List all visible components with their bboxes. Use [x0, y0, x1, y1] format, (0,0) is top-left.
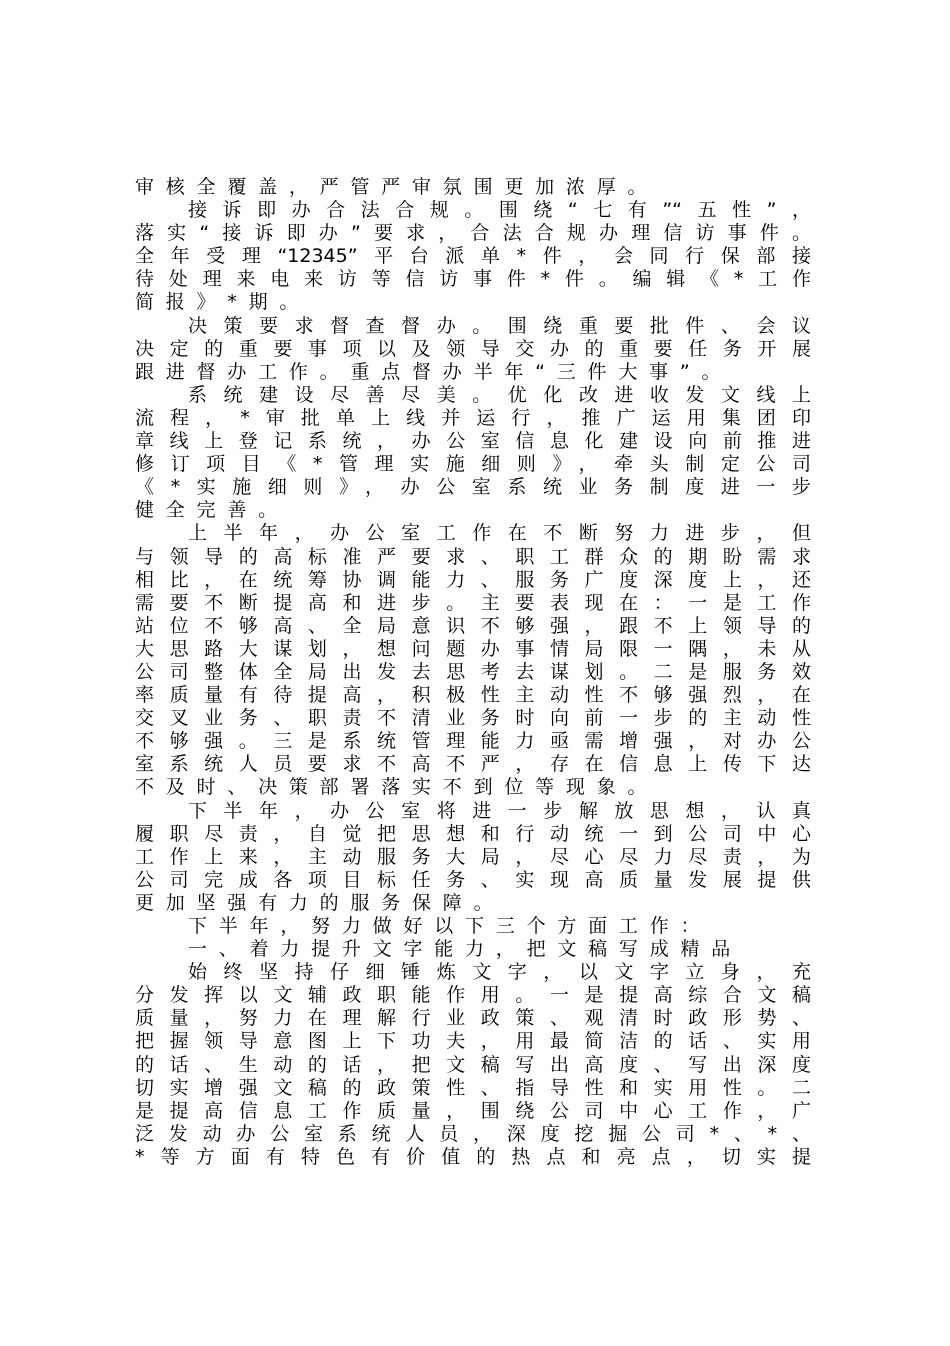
text-line: 与领导的高标准严要求、职工群众的期盼需求 — [135, 545, 811, 568]
text-line: 需要不断提高和进步。主要表现在：一是工作 — [135, 591, 811, 614]
text-line: 切实增强文稿的政策性、指导性和实用性。二 — [135, 1076, 811, 1099]
text-line: 决定的重要事项以及领导交办的重要任务开展 — [135, 337, 811, 360]
text-line: 全年受理“12345”平台派单*件，会同行保部接 — [135, 245, 811, 268]
text-line: 落实“接诉即办”要求，合法合规办理信访事件。 — [135, 222, 811, 245]
text-line: 系统建设尽善尽美。优化改进收发文线上 — [188, 383, 811, 406]
text-line: 章线上登记系统，办公室信息化建设向前推进 — [135, 430, 811, 453]
text-line: 修订项目《*管理实施细则》，牵头制定公司 — [135, 453, 811, 476]
text-line: 不够强。三是系统管理能力亟需增强，对办公 — [135, 730, 811, 753]
text-line: 《*实施细则》，办公室系统业务制度进一步 — [135, 476, 811, 499]
text-line: 跟进督办工作。重点督办半年“三件大事”。 — [135, 360, 733, 383]
text-line: 简报》*期。 — [135, 291, 311, 314]
text-line: 审核全覆盖，严管严审氛围更加浓厚。 — [135, 176, 659, 198]
text-line: 流程，*审批单上线并运行，推广运用集团印 — [135, 406, 811, 429]
text-line: 公司整体全局出发去思考去谋划。二是服务效 — [135, 660, 811, 683]
text-line: *等方面有特色有价值的热点和亮点，切实提 — [135, 1145, 811, 1168]
text-line: 健全完善。 — [135, 499, 289, 522]
text-line: 始终坚持仔细锤炼文字，以文字立身，充 — [188, 961, 811, 984]
text-line: 分发挥以文辅政职能作用。一是提高综合文稿 — [135, 984, 811, 1007]
text-line: 室系统人员要求不高不严，存在信息上传下达 — [135, 753, 811, 776]
text-line: 相比，在统筹协调能力、服务广度深度上，还 — [135, 568, 811, 591]
text-line: 的话、生动的话，把文稿写出高度、写出深度 — [135, 1053, 811, 1076]
text-line: 下半年，努力做好以下三个方面工作： — [188, 915, 712, 937]
text-line: 待处理来电来访等信访事件*件。编辑《*工作 — [135, 268, 811, 291]
text-line: 不及时、决策部署落实不到位等现象。 — [135, 776, 659, 799]
text-line: 站位不够高、全局意识不够强，跟不上领导的 — [135, 614, 811, 637]
text-line: 把握领导意图上下功夫，用最简洁的话、实用 — [135, 1030, 811, 1053]
text-line: 是提高信息工作质量，围绕公司中心工作，广 — [135, 1099, 811, 1122]
text-line: 决策要求督查督办。围绕重要批件、会议 — [188, 314, 811, 337]
text-line: 公司完成各项目标任务、实现高质量发展提供 — [135, 868, 811, 891]
text-line: 履职尽责，自觉把思想和行动统一到公司中心 — [135, 822, 811, 845]
text-line: 下半年，办公室将进一步解放思想，认真 — [188, 799, 811, 822]
text-line: 泛发动办公室系统人员，深度挖掘公司*、*、 — [135, 1122, 811, 1145]
text-line: 质量，努力在理解行业政策、观清时政形势、 — [135, 1007, 811, 1030]
text-line: 工作上来，主动服务大局，尽心尽力尽责，为 — [135, 845, 811, 868]
text-line: 一、着力提升文字能力，把文稿写成精品 — [188, 938, 743, 961]
text-line: 上半年，办公室工作在不断努力进步，但 — [188, 522, 811, 545]
text-line: 接诉即办合法合规。围绕“七有”“五性”， — [188, 199, 811, 222]
text-line: 更加坚强有力的服务保障。 — [135, 891, 505, 914]
text-line: 大思路大谋划，想问题办事情局限一隅，未从 — [135, 637, 811, 660]
text-line: 交叉业务、职责不清业务时向前一步的主动性 — [135, 707, 811, 730]
document-body — [135, 176, 811, 1169]
text-line: 率质量有待提高，积极性主动性不够强烈，在 — [135, 684, 811, 707]
